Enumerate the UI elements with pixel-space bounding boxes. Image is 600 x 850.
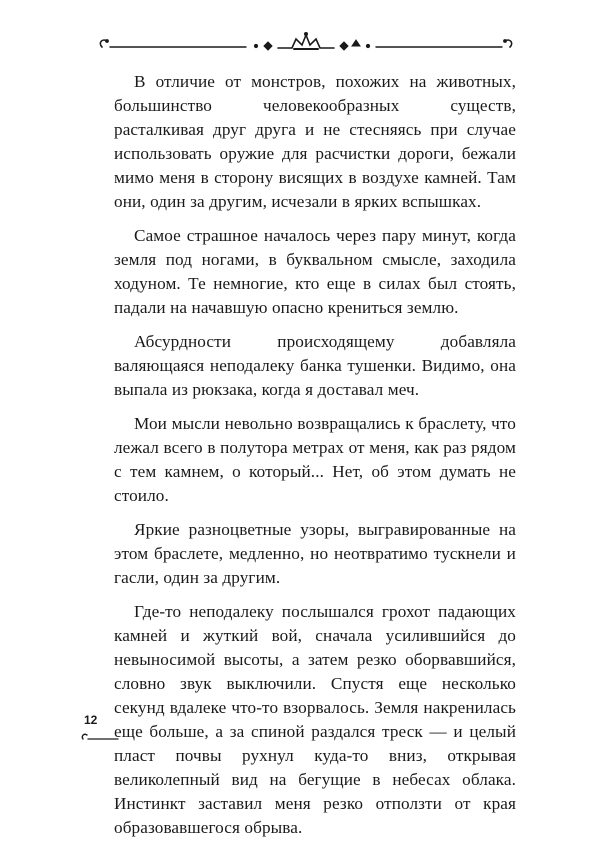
- paragraph: Яркие разноцветные узоры, выгравированные на этом браслете, медленно, но неотвратимо тускнели и гасли, один за другим.: [114, 520, 516, 587]
- paragraph: Где-то неподалеку послышался грохот падающих камней и жуткий вой, сначала усилившийся до невыносимой высоты, а затем резко оборвавшийся, словно звук выключили. Спустя еще несколько секунд вдалеке что-то взорвалось. Земля накренилась еще больше, а за спиной раздался треск — и целый пласт почвы рухнул куда-то вниз, открывая великолепный вид на бегущие в небесах облака. Инстинкт заставил меня резко отползти от края образовавшегося обрыва.: [114, 602, 516, 837]
- paragraph: Самое страшное началось через пару минут, когда земля под ногами, в буквальном смысле, заходила ходуном. Те немногие, кто еще в силах был стоять, падали на начавшую опасно крениться землю.: [114, 226, 516, 317]
- paragraph: Абсурдности происходящему добавляла валяющаяся неподалеку банка тушенки. Видимо, она выпала из рюкзака, когда я доставал меч.: [114, 332, 516, 399]
- paragraph: В отличие от монстров, похожих на животных, большинство человекообразных существ, расталкивая друг друга и не стесняясь при случае использовать оружие для расчистки дороги, бежали мимо меня в сторону висящих в воздухе камней. Там они, один за другим, исчезали в ярких вспышках.: [114, 72, 516, 211]
- paragraph: Мои мысли невольно возвращались к браслету, что лежал всего в полутора метрах от меня, как раз рядом с тем камнем, о который... Нет, об этом думать не стоило.: [114, 414, 516, 505]
- body-text: [114, 70, 516, 850]
- footer-ornament: [80, 730, 120, 742]
- header-ornament: [96, 30, 516, 54]
- page-number: 12: [84, 713, 98, 727]
